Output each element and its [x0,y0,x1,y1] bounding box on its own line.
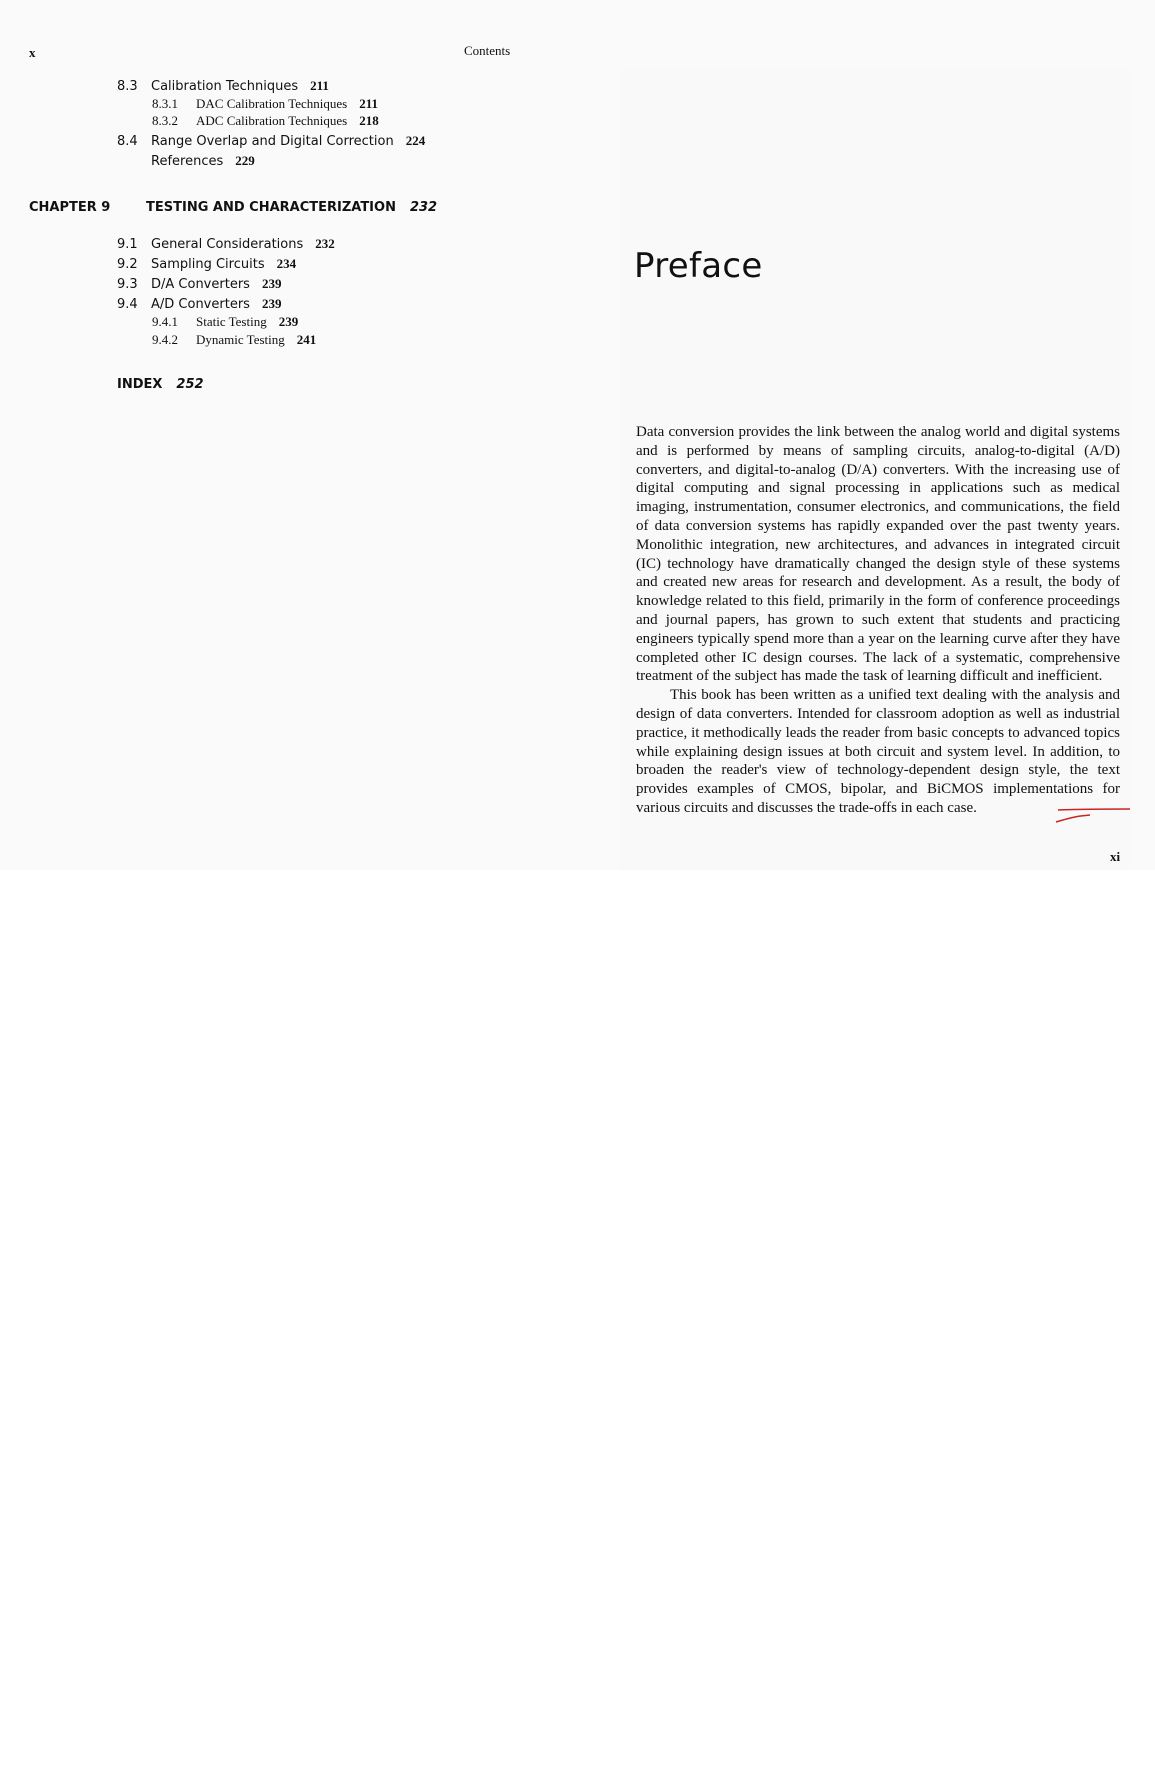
toc-entry: 9.2 Sampling Circuits 234 [117,256,297,272]
right-page-number: xi [1110,849,1121,864]
toc-entry: 8.3.1 DAC Calibration Techniques 211 [152,96,379,111]
toc-entry: References 229 [151,153,255,169]
chapter-title: TESTING AND CHARACTERIZATION 232 [146,200,438,215]
preface-paragraph: Data conversion provides the link between the analog world and digital systems and is performed by means of sampling circuits, analog-to-digital (A/D) converters, and digital-to-analog (D/A) converters. With the increasing use of digital computing and signal processing in applications such as medical imaging, instrumentation, consumer electronics, and communications, the field of data conversion systems has rapidly expanded over the past twenty years. Monolithic integration, new architectures, and advances in integrated circuit (IC) technology have dramatically changed the design style of these systems and created new areas for research and development. As a result, the body of knowledge related to this field, primarily in the form of conference proceedings and journal papers, has grown to such extent that students and practicing engineers typically spend more than a year on the learning curve after they have completed other IC design courses. The lack of a systematic, comprehensive treatment of the subject has made the task of learning difficult and inefficient. [636,424,1120,685]
toc-entry: 9.4.1 Static Testing 239 [152,314,299,329]
left-page-number: x [29,45,36,60]
preface-paragraph: This book has been written as a unified text dealing with the analysis and design of data converters. Intended for classroom adoption as well as industrial practice, it methodically leads the reader from basic concepts to advanced topics while explaining design issues at both circuit and system level. In addition, to broaden the reader's view of technology-dependent design style, the text provides examples of CMOS, bipolar, and BiCMOS implementations for various circuits and discusses the trade-offs in each case. [636,687,1120,816]
toc-entry: 9.3 D/A Converters 239 [117,276,282,292]
toc-entry: 8.3.2 ADC Calibration Techniques 218 [152,113,379,128]
chapter-label: CHAPTER 9 [29,200,111,215]
preface-title: Preface [634,246,763,286]
toc-entry: 9.4.2 Dynamic Testing 241 [152,332,317,347]
index-entry: INDEX 252 [117,377,204,392]
toc-entry: 8.3 Calibration Techniques 211 [117,78,329,94]
chapter-heading [29,200,449,215]
toc-entry: 8.4 Range Overlap and Digital Correction 224 [117,133,426,149]
running-head: Contents [464,43,511,58]
preface-body [636,423,1120,818]
toc-entry: 9.4 A/D Converters 239 [117,296,282,312]
toc-entry: 9.1 General Considerations 232 [117,236,335,252]
